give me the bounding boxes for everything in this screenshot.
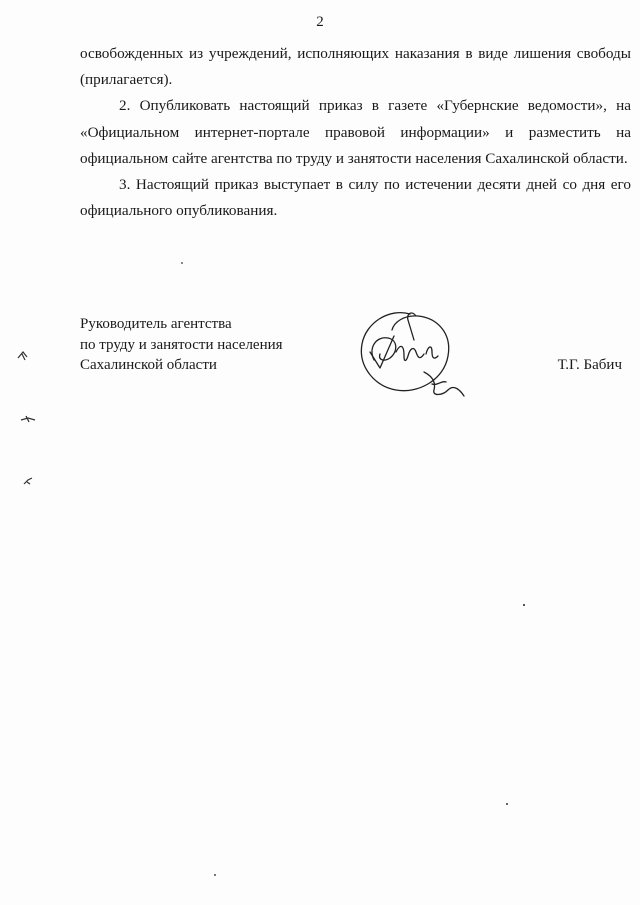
scan-mark: [22, 476, 34, 486]
signature-block: [80, 314, 283, 376]
scan-dot: [506, 803, 508, 805]
scan-mark: [20, 414, 36, 424]
paragraph-publication: 2. Опубликовать настоящий приказ в газете «Губернские ведомости», на «Официальном интернет-портале правовой информации» и разместить на официальном сайте агентства по труду и занятости населения Сахалинской области.: [80, 97, 631, 167]
scan-dot: [523, 604, 525, 606]
scan-mark: [16, 348, 30, 362]
paragraph-effective-date: 3. Настоящий приказ выступает в силу по истечении десяти дней со дня его официального опубликования.: [80, 176, 631, 220]
signer-title-line-1: Руководитель агентства: [80, 316, 232, 332]
scan-dot: [181, 262, 183, 264]
scan-dot: [214, 874, 216, 876]
document-body: [80, 41, 631, 224]
signer-title-line-3: Сахалинской области: [80, 357, 217, 373]
paragraph-continuation: освобожденных из учреждений, исполняющих наказания в виде лишения свободы (прилагается).: [80, 45, 631, 89]
signer-name: Т.Г. Бабич: [557, 357, 622, 373]
signer-title-line-2: по труду и занятости населения: [80, 336, 283, 353]
handwritten-signature: [352, 300, 472, 410]
page-number: 2: [316, 14, 324, 30]
